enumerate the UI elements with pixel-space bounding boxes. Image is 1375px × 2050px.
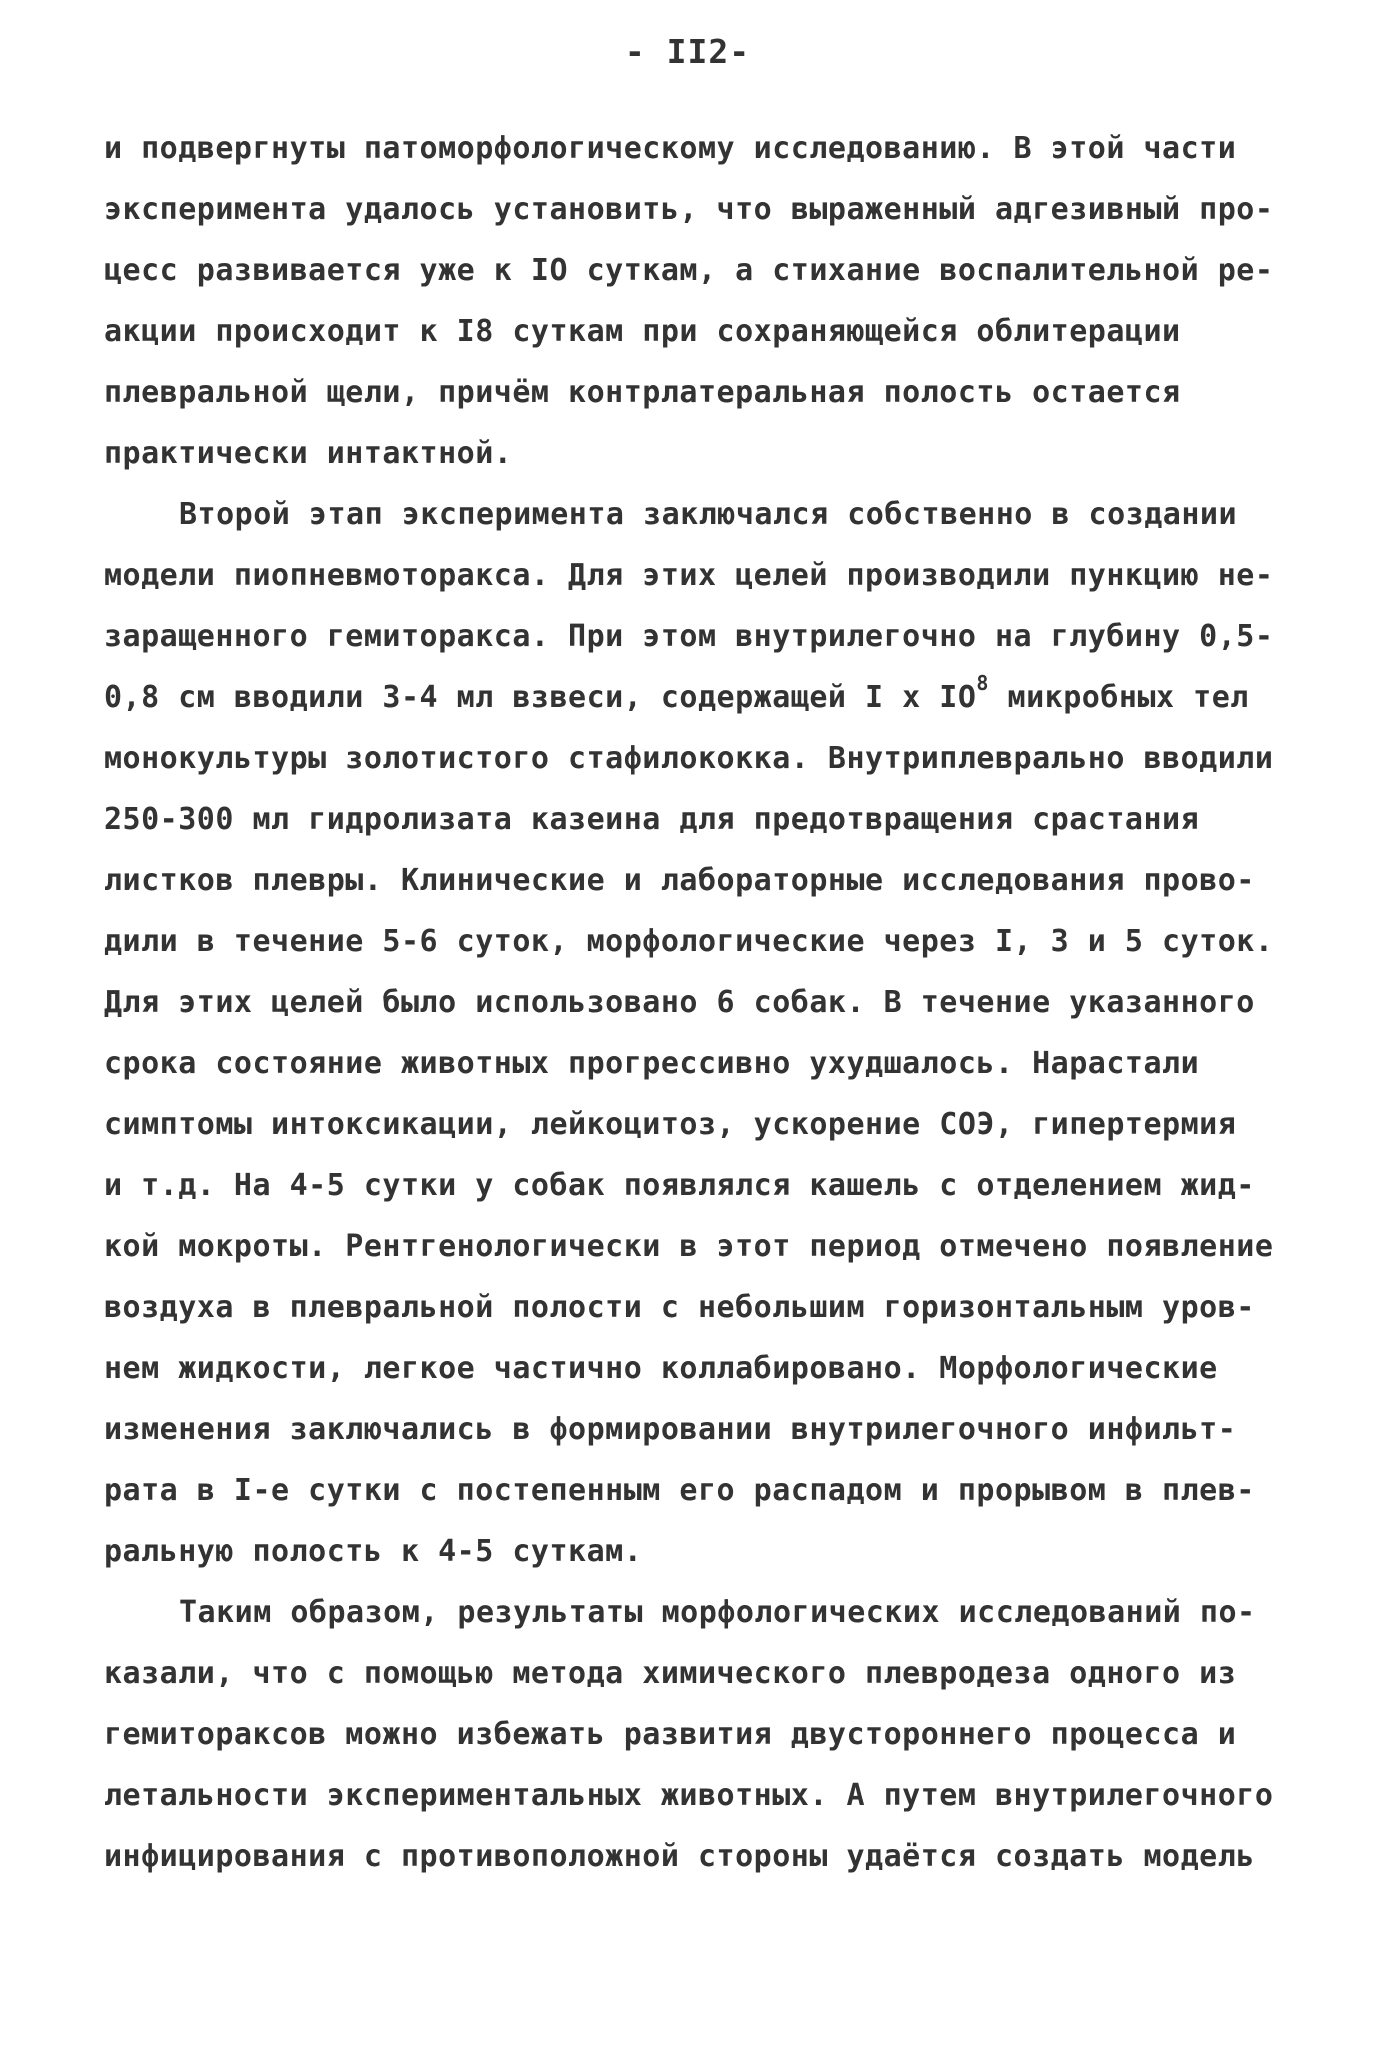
text-line: воздуха в плевральной полости с небольшим горизонтальным уров- xyxy=(104,1290,1255,1325)
text-line: заращенного гемиторакса. При этом внутрилегочно на глубину 0,5- xyxy=(104,619,1274,654)
text-line: ральную полость к 4-5 суткам. xyxy=(104,1534,643,1569)
page-number: - II2- xyxy=(624,32,751,71)
text-line: Второй этап эксперимента заключался собственно в создании xyxy=(179,497,1238,532)
text-line: симптомы интоксикации, лейкоцитоз, ускорение СОЭ, гипертермия xyxy=(104,1107,1237,1142)
body-text xyxy=(104,118,1279,1887)
text-line: казали, что с помощью метода химического плевродеза одного из xyxy=(104,1656,1237,1691)
text-line: модели пиопневмоторакса. Для этих целей производили пункцию не- xyxy=(104,558,1274,593)
text-fragment: микробных тел xyxy=(988,680,1249,715)
text-line: инфицирования с противоположной стороны удаётся создать модель xyxy=(104,1839,1255,1874)
text-line: изменения заключались в формировании внутрилегочного инфильт- xyxy=(104,1412,1237,1447)
text-line: дили в течение 5-6 суток, морфологические через I, 3 и 5 суток. xyxy=(104,924,1274,959)
text-line: практически интактной. xyxy=(104,436,513,471)
text-line: Для этих целей было использовано 6 собак. В течение указанного xyxy=(104,985,1255,1020)
text-line: кой мокроты. Рентгенологически в этот период отмечено появление xyxy=(104,1229,1274,1264)
text-line: Таким образом, результаты морфологических исследований по- xyxy=(179,1595,1256,1630)
text-line: и подвергнуты патоморфологическому исследованию. В этой части xyxy=(104,131,1237,166)
text-line: гемитораксов можно избежать развития двустороннего процесса и xyxy=(104,1717,1237,1752)
text-line: нем жидкости, легкое частично коллабировано. Морфологические xyxy=(104,1351,1218,1386)
text-line: 250-300 мл гидролизата казеина для предотвращения срастания xyxy=(104,802,1200,837)
text-line: акции происходит к I8 суткам при сохраняющейся облитерации xyxy=(104,314,1181,349)
text-line: монокультуры золотистого стафилококка. Внутриплеврально вводили xyxy=(104,741,1274,776)
paragraph-2 xyxy=(104,484,1279,1582)
text-line: рата в I-е сутки с постепенным его распадом и прорывом в плев- xyxy=(104,1473,1255,1508)
text-line: срока состояние животных прогрессивно ухудшалось. Нарастали xyxy=(104,1046,1200,1081)
paragraph-1 xyxy=(104,118,1279,484)
text-line: летальности экспериментальных животных. А путем внутрилегочного xyxy=(104,1778,1274,1813)
text-line: цесс развивается уже к IO суткам, а стихание воспалительной ре- xyxy=(104,253,1274,288)
text-fragment: 0,8 см вводили 3-4 мл взвеси, содержащей I x IO xyxy=(104,680,977,715)
text-line: и т.д. На 4-5 сутки у собак появлялся кашель с отделением жид- xyxy=(104,1168,1255,1203)
text-line: плевральной щели, причём контрлатеральная полость остается xyxy=(104,375,1181,410)
paragraph-3 xyxy=(104,1582,1279,1887)
text-line: листков плевры. Клинические и лабораторные исследования прово- xyxy=(104,863,1255,898)
superscript-exponent: 8 xyxy=(976,671,989,695)
text-line: эксперимента удалось установить, что выраженный адгезивный про- xyxy=(104,192,1274,227)
text-line-with-superscript xyxy=(104,667,1279,728)
